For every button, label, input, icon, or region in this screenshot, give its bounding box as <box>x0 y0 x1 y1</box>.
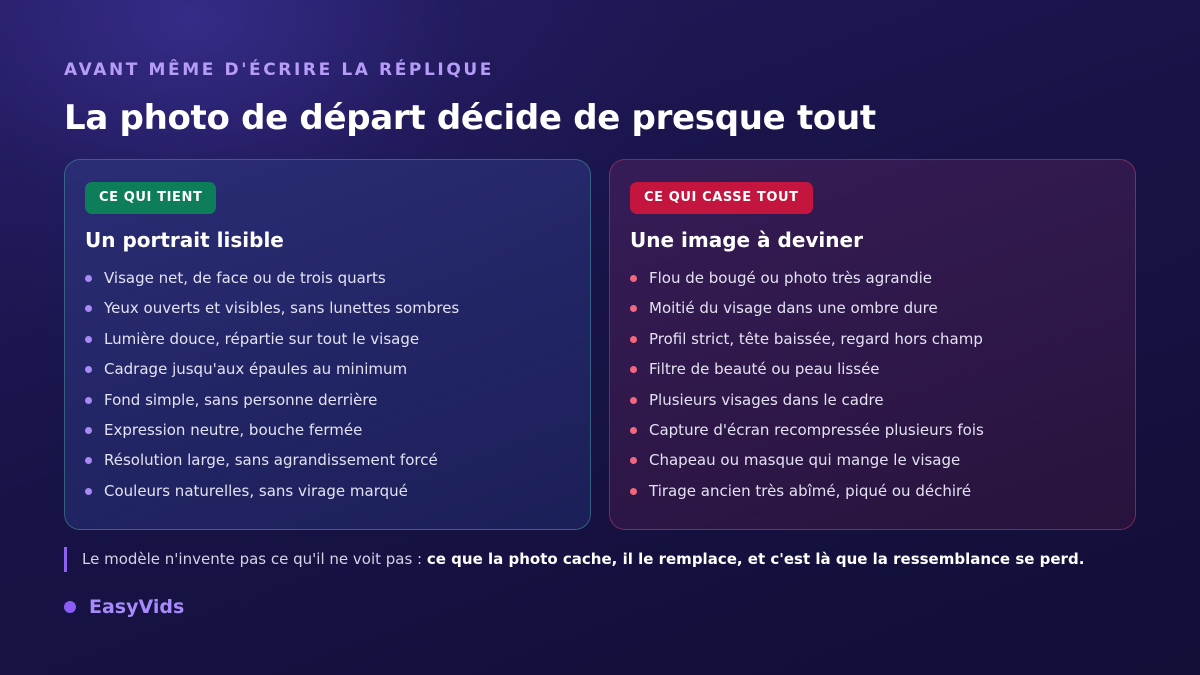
good-card <box>64 159 591 530</box>
bad-list-item <box>630 476 1115 506</box>
bullet-dot-icon <box>85 488 92 495</box>
bad-item-text: Plusieurs visages dans le cadre <box>649 390 884 409</box>
good-list-item <box>85 354 570 384</box>
footnote-lead: Le modèle n'invente pas ce qu'il ne voit pas : <box>82 550 427 568</box>
bad-list-item <box>630 293 1115 323</box>
good-list-item <box>85 293 570 323</box>
good-item-text: Fond simple, sans personne derrière <box>104 390 378 409</box>
bad-list-item <box>630 263 1115 293</box>
bullet-dot-icon <box>85 366 92 373</box>
bad-card-title: Une image à deviner <box>630 228 863 252</box>
good-list-item <box>85 263 570 293</box>
bullet-dot-icon <box>85 397 92 404</box>
good-item-text: Expression neutre, bouche fermée <box>104 420 363 439</box>
bullet-dot-icon <box>630 457 637 464</box>
good-item-text: Cadrage jusqu'aux épaules au minimum <box>104 360 408 379</box>
brand-logo <box>64 594 184 620</box>
footnote-emphasis: ce que la photo cache, il le remplace, et c'est là que la ressemblance se perd. <box>426 550 1085 568</box>
bullet-dot-icon <box>630 305 637 312</box>
bullet-dot-icon <box>85 305 92 312</box>
bullet-dot-icon <box>630 366 637 373</box>
brand-name: EasyVids <box>89 596 185 618</box>
bad-item-text: Filtre de beauté ou peau lissée <box>649 360 880 379</box>
bad-list-item <box>630 445 1115 475</box>
bad-list-item <box>630 385 1115 415</box>
good-list-item <box>85 324 570 354</box>
bad-item-text: Profil strict, tête baissée, regard hors champ <box>649 329 983 348</box>
bullet-dot-icon <box>85 336 92 343</box>
bullet-dot-icon <box>85 457 92 464</box>
bullet-dot-icon <box>85 427 92 434</box>
good-card-title: Un portrait lisible <box>85 228 284 252</box>
bad-item-text: Tirage ancien très abîmé, piqué ou déchiré <box>649 481 972 500</box>
bad-badge: CE QUI CASSE TOUT <box>630 182 813 214</box>
bad-list <box>630 263 1115 506</box>
bad-item-text: Moitié du visage dans une ombre dure <box>649 299 938 318</box>
good-item-text: Lumière douce, répartie sur tout le visage <box>104 329 420 348</box>
good-item-text: Visage net, de face ou de trois quarts <box>104 269 386 287</box>
bad-item-text: Capture d'écran recompressée plusieurs fois <box>649 420 984 439</box>
bad-item-text: Chapeau ou masque qui mange le visage <box>649 451 961 470</box>
bullet-dot-icon <box>630 427 637 434</box>
eyebrow-label: AVANT MÊME D'ÉCRIRE LA RÉPLIQUE <box>64 60 495 80</box>
good-list-item <box>85 385 570 415</box>
bad-list-item <box>630 324 1115 354</box>
bullet-dot-icon <box>630 488 637 495</box>
bad-item-text: Flou de bougé ou photo très agrandie <box>649 269 933 287</box>
good-list-item <box>85 445 570 475</box>
bullet-dot-icon <box>85 275 92 282</box>
good-badge: CE QUI TIENT <box>85 182 216 214</box>
slide-title: La photo de départ décide de presque tout <box>64 98 876 138</box>
footnote-callout <box>64 547 1084 572</box>
good-item-text: Résolution large, sans agrandissement forcé <box>104 451 438 470</box>
bullet-dot-icon <box>630 336 637 343</box>
brand-dot-icon <box>64 601 76 613</box>
good-list-item <box>85 415 570 445</box>
bullet-dot-icon <box>630 275 637 282</box>
bullet-dot-icon <box>630 397 637 404</box>
bad-list-item <box>630 415 1115 445</box>
good-list <box>85 263 570 506</box>
good-list-item <box>85 476 570 506</box>
bad-list-item <box>630 354 1115 384</box>
good-item-text: Yeux ouverts et visibles, sans lunettes sombres <box>104 299 460 318</box>
good-item-text: Couleurs naturelles, sans virage marqué <box>104 481 408 500</box>
bad-card <box>609 159 1136 530</box>
